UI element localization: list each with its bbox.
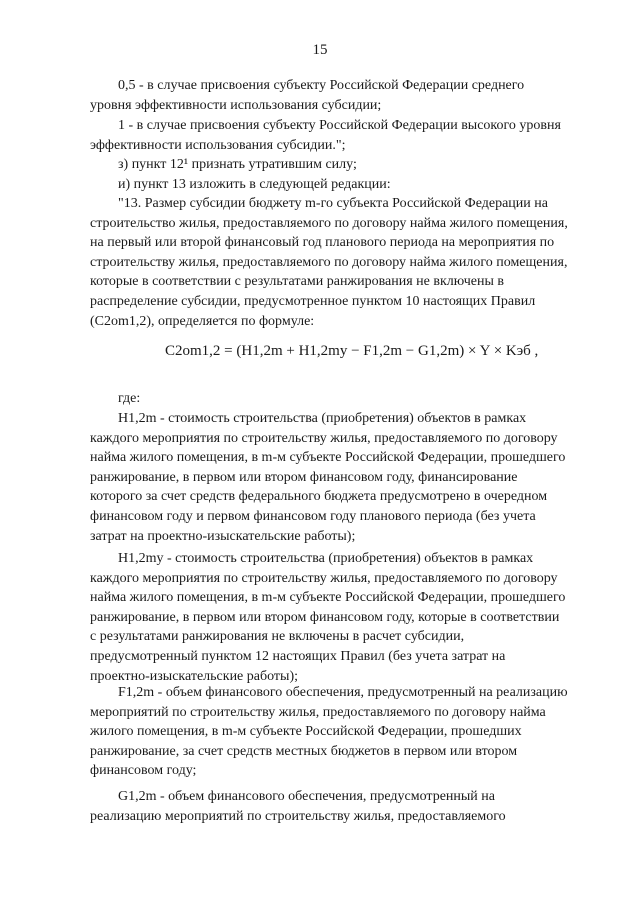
paragraph-item-i: и) пункт 13 изложить в следующей редакции: [118, 177, 391, 192]
paragraph-coefficient-medium: 0,5 - в случае присвоения субъекту Российской Федерации среднего уровня эффективности использования субсидии; [90, 78, 525, 113]
subsidy-formula: C2om1,2 = (H1,2m + H1,2my − F1,2m − G1,2m) × Y × Kэб , [165, 343, 539, 359]
definition-g12m: G1,2m - объем финансового обеспечения, предусмотренный на реализацию мероприятий по строительству жилья, предоставляемого [90, 789, 506, 824]
definition-f12m: F1,2m - объем финансового обеспечения, предусмотренный на реализацию мероприятий по строительству жилья, предоставляемого по договору найма жилого помещения, в m-м субъекте Российской Федерации, прошедших ранжирование, за счет средств местных бюджетов в первом или втором финансовом году; [90, 685, 568, 779]
definition-h12my: H1,2my - стоимость строительства (приобретения) объектов в рамках каждого мероприятия по строительству жилья, предоставляемого по договору найма жилого помещения, в m-м субъекте Российской Федерации, прошедшего ранжирование, в первом или втором финансовом году, которые в соответствии с результатами ранжирования не включены в расчет субсидии, предусмотренный пунктом 12 настоящих Правил (без учета затрат на проектно-изыскательские работы); [90, 551, 566, 684]
page-number: 15 [312, 42, 328, 58]
paragraph-item-z: з) пункт 12¹ признать утратившим силу; [118, 157, 357, 172]
paragraph-coefficient-high: 1 - в случае присвоения субъекту Российской Федерации высокого уровня эффективности использования субсидии."; [90, 118, 561, 153]
definition-h12m: H1,2m - стоимость строительства (приобретения) объектов в рамках каждого мероприятия по строительству жилья, предоставляемого по договору найма жилого помещения, в m-м субъекте Российской Федерации, прошедшего ранжирование, в первом или втором финансовом году, финансирование которого за счет средств федерального бюджета предусмотрено в очередном финансовом году и первом финансовом году планового периода (без учета затрат на проектно-изыскательские работы); [90, 411, 566, 544]
paragraph-where: где: [118, 391, 141, 406]
paragraph-clause-13: "13. Размер субсидии бюджету m-го субъекта Российской Федерации на строительство жилья, предоставляемого по договору найма жилого помещения, на первый или второй финансовый год планового периода на мероприятия по строительству жилья, предоставляемого по договору найма жилого помещения, которые в соответствии с результатами ранжирования не включены в распределение субсидии, предусмотренное пунктом 10 настоящих Правил (C2om1,2), определяется по формуле: [90, 196, 568, 329]
